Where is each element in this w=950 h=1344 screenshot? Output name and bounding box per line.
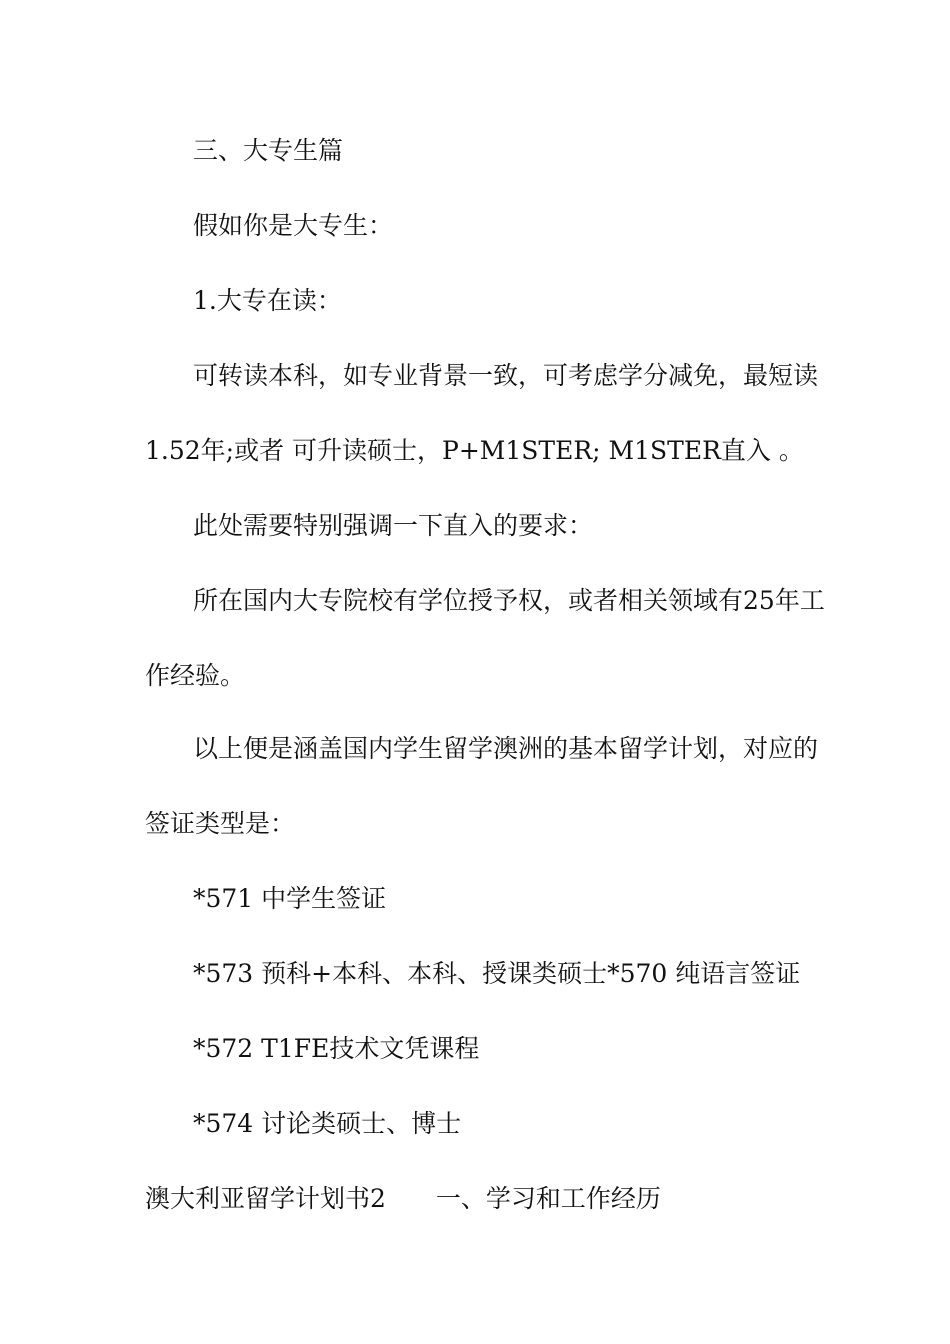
paragraph-line: 1.52年;或者 可升读硕士，P+M1STER; M1STER直入 。	[145, 436, 804, 465]
section-heading: 三、大专生篇	[193, 136, 344, 165]
paragraph-line: 可转读本科，如专业背景一致，可考虑学分减免，最短读	[193, 361, 819, 390]
visa-item: *574 讨论类硕士、博士	[193, 1109, 462, 1138]
paragraph-line: 此处需要特别强调一下直入的要求：	[193, 511, 594, 540]
paragraph-line: 所在国内大专院校有学位授予权，或者相关领域有25年工	[193, 586, 825, 615]
paragraph-line: 签证类型是：	[145, 809, 296, 838]
paragraph-line: 1.大专在读：	[193, 286, 342, 315]
paragraph-line: 以上便是涵盖国内学生留学澳洲的基本留学计划，对应的	[193, 734, 819, 763]
next-section-heading: 澳大利亚留学计划书2 一、学习和工作经历	[145, 1184, 661, 1213]
paragraph-line: 假如你是大专生：	[193, 211, 394, 240]
visa-item: *571 中学生签证	[193, 884, 387, 913]
paragraph-line: 作经验。	[145, 661, 246, 690]
visa-item: *573 预科+本科、本科、授课类硕士*570 纯语言签证	[193, 959, 801, 988]
visa-item: *572 T1FE技术文凭课程	[193, 1034, 480, 1063]
